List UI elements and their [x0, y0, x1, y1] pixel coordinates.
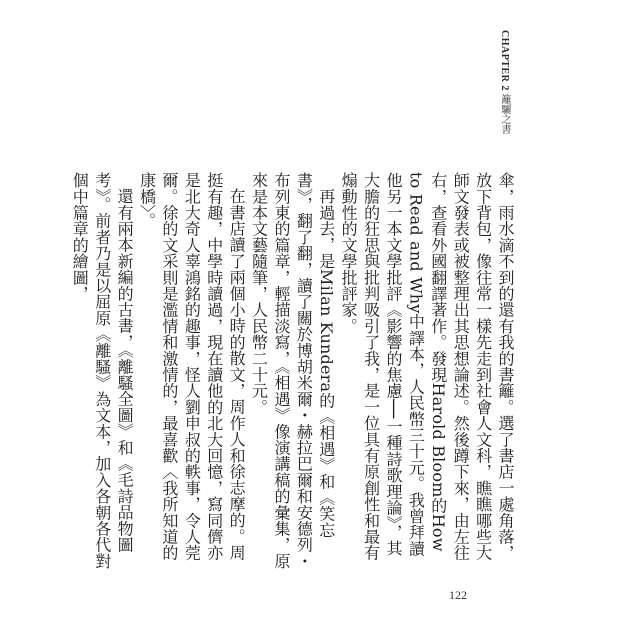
paragraph-2: 再過去，是Milan Kundera的《相遇》和《笑忘書》，翻了翻，讀了關於博胡米爾・赫拉巴爾和安德列・布列東的篇章，輕描淡寫，《相遇》像演講稿的彙集，原來是本文藝隨筆，人民幣二十元。: [249, 172, 336, 569]
paragraph-3: 在書店讀了兩個小時的散文，周作人和徐志摩的。周挺有趣，中學時讀過，現在讀他的北大回憶，寫同儕亦是北大奇人辜鴻銘的趣事，怪人劉申叔的軼事，令人莞爾。徐的文采則是濫情和激情的，最喜歡〈我所知道的康橋〉。: [137, 172, 247, 561]
chapter-label: CHAPTER 2: [499, 30, 510, 91]
body-text: [70, 172, 516, 572]
chapter-title: 籬驪之書: [499, 94, 510, 135]
page-number: 122: [449, 588, 467, 602]
paragraph-1: 傘，雨水滴不到的還有我的書籬。選了書店一處角落，放下背包，像往常一樣先走到社會人文科，瞧瞧哪些大師文發表或被整理出其思想論述。然後蹲下來，由左往右，查看外國翻譯著作。發現Harold Bloom的How to Read and Why中譯本，人民幣三十元。我曾拜讀他另一本文學批評《影響的焦慮──一種詩歌理論》，其大膽的狂思與批判吸引了我，是一位具有原創性和最有煽動性的文學批評家。: [339, 172, 515, 561]
paragraph-4: 還有兩本新編的古書，《離騷全圖》和《毛詩品物圖考》。前者乃是以屈原《離騷》為文本，加入各朝各代對個中篇章的繪圖，: [70, 172, 135, 569]
running-head: [481, 30, 511, 140]
